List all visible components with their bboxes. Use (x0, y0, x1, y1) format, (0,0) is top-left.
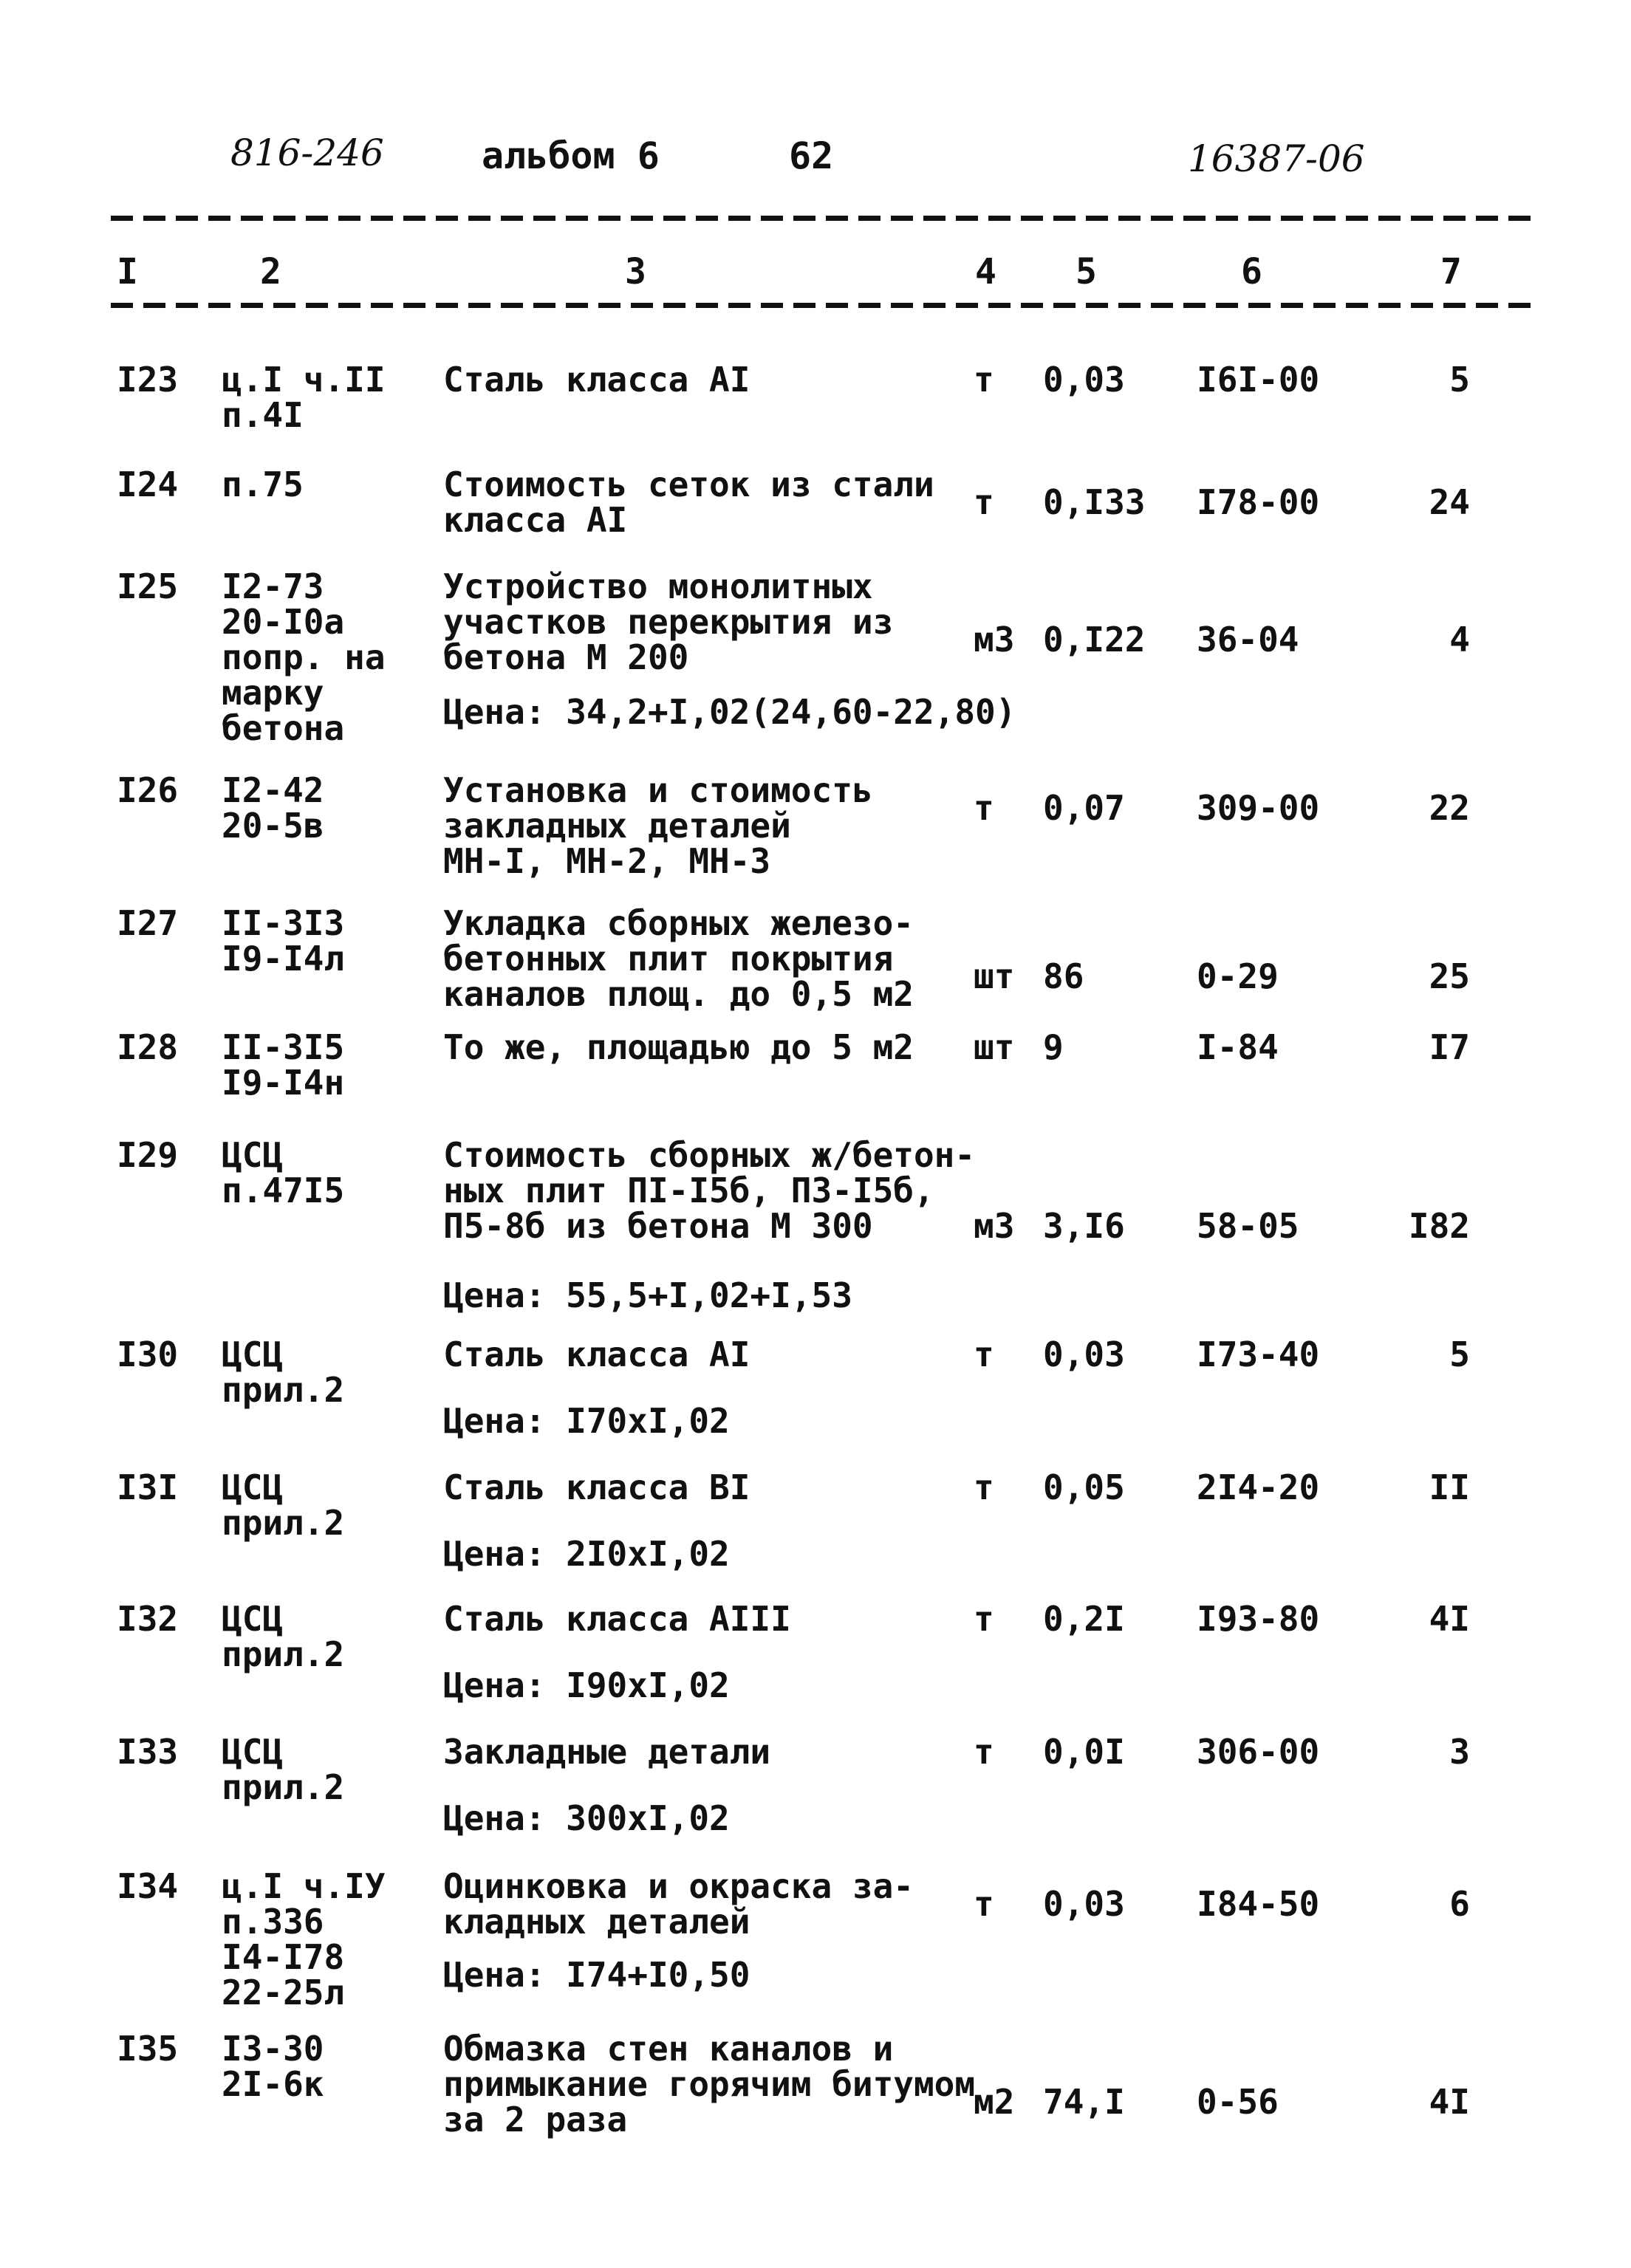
row-reference-line: ЦСЦ (222, 1732, 284, 1772)
col-header-6: 6 (1241, 251, 1262, 292)
row-description (443, 905, 914, 1012)
row-description-line: Оцинковка и окраска за- (443, 1866, 914, 1906)
row-reference (222, 2031, 324, 2102)
row-reference-line: прил.2 (222, 1767, 345, 1807)
row-price-note: Цена: I74+I0,50 (443, 1955, 750, 1995)
col-header-2: 2 (260, 251, 281, 292)
row-reference-line: I9-I4н (222, 1063, 345, 1103)
row-reference (222, 1337, 344, 1408)
row-total: 5 (1449, 1335, 1470, 1374)
row-unit: т (974, 1732, 994, 1772)
row-description-line: бетона М 200 (443, 637, 689, 677)
row-description (443, 1337, 750, 1372)
row-unit: т (974, 1884, 994, 1924)
row-unit: т (974, 788, 994, 828)
header-page: 62 (789, 134, 834, 177)
row-description-line: бетонных плит покрытия (443, 939, 894, 979)
header-album: альбом 6 (482, 134, 660, 177)
row-price-note: Цена: 2I0хI,02 (443, 1534, 730, 1574)
row-reference-line: I2-73 (222, 566, 324, 606)
row-reference (222, 1027, 345, 1103)
row-reference-line: ЦСЦ (222, 1335, 284, 1374)
row-reference-line: п.47I5 (222, 1171, 345, 1210)
row-description-line: Закладные детали (443, 1732, 771, 1772)
header-divider (111, 303, 1536, 308)
row-reference-line: марку (222, 673, 324, 713)
row-reference (222, 903, 345, 979)
row-quantity: 3,I6 (1043, 1206, 1125, 1246)
row-price: 0-56 (1197, 2082, 1279, 2122)
row-number: I28 (117, 1027, 179, 1067)
row-reference (222, 770, 324, 846)
row-reference-line: I4-I78 (222, 1937, 345, 1977)
row-description-line: Обмазка стен каналов и (443, 2029, 894, 2069)
row-reference (222, 566, 386, 748)
top-divider (111, 216, 1536, 221)
row-reference (222, 1137, 344, 1208)
row-quantity: 0,03 (1043, 360, 1125, 400)
col-header-7: 7 (1440, 251, 1462, 292)
row-total: 24 (1429, 482, 1470, 522)
row-number: I33 (117, 1732, 179, 1772)
row-number: I3I (117, 1467, 179, 1507)
row-number: I34 (117, 1866, 179, 1906)
row-description-line: Укладка сборных железо- (443, 903, 914, 943)
row-total: 22 (1429, 788, 1470, 828)
row-price: 0-29 (1197, 956, 1279, 996)
row-quantity: 0,I33 (1043, 482, 1146, 522)
row-description-line: примыкание горячим битумом (443, 2064, 976, 2104)
row-total: 25 (1429, 956, 1470, 996)
row-number: I27 (117, 903, 179, 943)
row-description-line: участков перекрытия из (443, 602, 894, 642)
row-description (443, 772, 873, 879)
row-description-line: То же, площадью до 5 м2 (443, 1027, 914, 1067)
col-header-3: 3 (625, 251, 646, 292)
row-reference (222, 1467, 345, 1543)
row-total: 3 (1449, 1732, 1470, 1772)
row-reference-line: 20-5в (222, 806, 324, 846)
row-number: I35 (117, 2029, 179, 2069)
row-total: I82 (1408, 1206, 1470, 1246)
row-quantity: 74,I (1043, 2082, 1125, 2122)
row-reference-line: II-3I3 (222, 903, 345, 943)
row-description-line: ных плит ПI-I5б, П3-I5б, (443, 1171, 934, 1210)
row-description-line: Стоимость сборных ж/бетон- (443, 1135, 976, 1175)
row-total: 6 (1449, 1884, 1470, 1924)
row-reference-line: 20-I0а (222, 602, 345, 642)
row-unit: т (974, 1467, 994, 1507)
row-description-line: Стоимость сеток из стали (443, 465, 934, 504)
row-quantity: 0,03 (1043, 1335, 1125, 1374)
row-price-note: Цена: 55,5+I,02+I,53 (443, 1275, 852, 1315)
row-description-line: Установка и стоимость (443, 770, 873, 810)
row-unit: м3 (974, 620, 1015, 659)
col-header-1: I (117, 251, 138, 292)
row-description-line: МН-I, МН-2, МН-3 (443, 841, 771, 881)
row-quantity: 0,2I (1043, 1599, 1125, 1639)
row-quantity: 86 (1043, 956, 1084, 996)
row-reference-line: п.4I (222, 395, 304, 435)
row-description-line: Сталь класса АI (443, 360, 750, 400)
row-reference-line: попр. на (222, 637, 386, 677)
row-reference-line: бетона (222, 708, 345, 748)
row-reference-line: п.336 (222, 1902, 324, 1942)
row-description-line: Сталь класса АI (443, 1335, 750, 1374)
header-code: 816-246 (230, 131, 384, 174)
row-unit: т (974, 1335, 994, 1374)
row-unit: шт (974, 1027, 1015, 1067)
row-unit: т (974, 1599, 994, 1639)
row-description-line: Сталь класса АIII (443, 1599, 791, 1639)
row-description (443, 1137, 975, 1244)
row-reference-line: 22-25л (222, 1973, 345, 2012)
row-reference-line: I2-42 (222, 770, 324, 810)
row-reference (222, 467, 304, 502)
row-reference-line: ЦСЦ (222, 1467, 284, 1507)
row-description-line: каналов площ. до 0,5 м2 (443, 974, 914, 1014)
row-number: I29 (117, 1135, 179, 1175)
row-price: I-84 (1197, 1027, 1279, 1067)
row-reference (222, 1601, 344, 1672)
row-reference-line: прил.2 (222, 1370, 345, 1410)
row-reference-line: II-3I5 (222, 1027, 345, 1067)
row-price: I6I-00 (1197, 360, 1320, 400)
row-number: I23 (117, 360, 179, 400)
row-quantity: 0,03 (1043, 1884, 1125, 1924)
row-price-note: Цена: I70хI,02 (443, 1401, 730, 1441)
row-reference-line: ц.I ч.IУ (222, 1866, 386, 1906)
row-description-line: Устройство монолитных (443, 566, 873, 606)
row-reference-line: прил.2 (222, 1503, 345, 1543)
row-description (443, 1601, 791, 1637)
row-quantity: 0,05 (1043, 1467, 1125, 1507)
row-number: I26 (117, 770, 179, 810)
row-quantity: 0,0I (1043, 1732, 1125, 1772)
row-price: 36-04 (1197, 620, 1299, 659)
row-reference (222, 1868, 386, 2010)
row-description (443, 467, 934, 538)
row-description-line: Сталь класса ВI (443, 1467, 750, 1507)
row-total: I7 (1429, 1027, 1470, 1067)
row-number: I24 (117, 465, 179, 504)
col-header-5: 5 (1076, 251, 1097, 292)
row-description (443, 1467, 750, 1507)
row-number: I25 (117, 566, 179, 606)
row-price: I78-00 (1197, 482, 1320, 522)
row-price: I93-80 (1197, 1599, 1320, 1639)
row-reference-line: ЦСЦ (222, 1135, 284, 1175)
row-total: II (1429, 1467, 1470, 1507)
row-price: 309-00 (1197, 788, 1320, 828)
row-description-line: П5-8б из бетона М 300 (443, 1206, 873, 1246)
row-price: 2I4-20 (1197, 1467, 1320, 1507)
row-total: 5 (1449, 360, 1470, 400)
row-description (443, 2031, 975, 2137)
row-description (443, 1732, 771, 1772)
row-total: 4I (1429, 2082, 1470, 2122)
row-description (443, 360, 750, 400)
row-quantity: 0,I22 (1043, 620, 1146, 659)
row-description (443, 566, 894, 677)
row-total: 4I (1429, 1599, 1470, 1639)
row-quantity: 9 (1043, 1027, 1064, 1067)
row-reference-line: п.75 (222, 465, 304, 504)
row-reference-line: I9-I4л (222, 939, 345, 979)
col-header-4: 4 (975, 251, 996, 292)
row-price: I73-40 (1197, 1335, 1320, 1374)
row-reference-line: I3-30 (222, 2029, 324, 2069)
row-description-line: за 2 раза (443, 2100, 628, 2139)
row-reference-line: ЦСЦ (222, 1599, 284, 1639)
row-total: 4 (1449, 620, 1470, 659)
row-quantity: 0,07 (1043, 788, 1125, 828)
row-price-note: Цена: 34,2+I,02(24,60-22,80) (443, 692, 1016, 732)
row-unit: м2 (974, 2082, 1015, 2122)
row-number: I32 (117, 1599, 179, 1639)
row-unit: м3 (974, 1206, 1015, 1246)
row-reference (222, 362, 386, 433)
row-reference-line: ц.I ч.II (222, 360, 386, 400)
row-price-note: Цена: I90хI,02 (443, 1665, 730, 1705)
row-description-line: класса АI (443, 500, 628, 540)
row-unit: т (974, 482, 994, 522)
row-reference-line: прил.2 (222, 1634, 345, 1674)
row-description-line: кладных деталей (443, 1902, 750, 1942)
row-unit: т (974, 360, 994, 400)
row-unit: шт (974, 956, 1015, 996)
row-description (443, 1029, 914, 1065)
row-description-line: закладных деталей (443, 806, 791, 846)
row-number: I30 (117, 1335, 179, 1374)
row-reference (222, 1734, 344, 1805)
row-price-note: Цена: 300хI,02 (443, 1798, 730, 1838)
row-price: 306-00 (1197, 1732, 1320, 1772)
row-price: 58-05 (1197, 1206, 1299, 1246)
header-doc: 16387-06 (1188, 137, 1365, 180)
row-reference-line: 2I-6к (222, 2064, 324, 2104)
row-description (443, 1866, 914, 1942)
row-price: I84-50 (1197, 1884, 1320, 1924)
